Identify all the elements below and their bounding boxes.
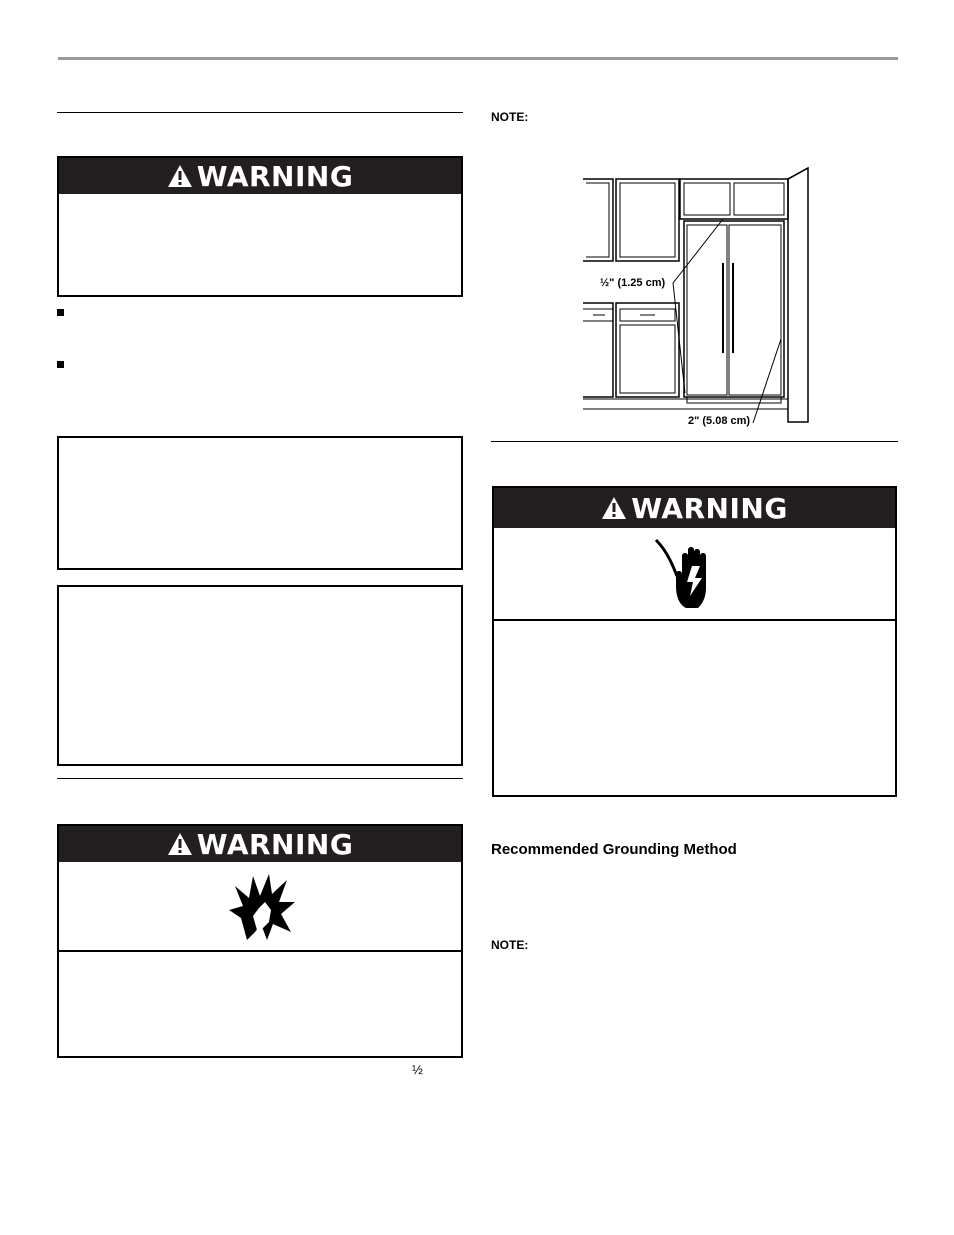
warning-divider-2 [59, 950, 461, 952]
top-gap-label: ½" (1.25 cm) [600, 277, 666, 289]
explosion-hazard-icon [227, 872, 297, 942]
warning-header-2 [59, 826, 461, 862]
bullet-1 [57, 309, 64, 316]
warning-box-1 [57, 156, 463, 297]
clearance-diagram [583, 163, 813, 425]
warning-label-3: WARNING [631, 491, 788, 525]
warning-triangle-icon [601, 496, 627, 520]
section-rule-1 [57, 112, 463, 113]
electrical-shock-hand-icon [652, 538, 722, 610]
warning-triangle-icon [167, 164, 193, 188]
info-box-2 [57, 585, 463, 766]
note-label-2: NOTE: [491, 938, 529, 952]
warning-triangle-icon [167, 832, 193, 856]
warning-divider-3 [494, 619, 895, 621]
page-top-rule [58, 57, 898, 60]
warning-label-1: WARNING [196, 159, 354, 193]
warning-header-1 [59, 158, 461, 194]
warning-label-2: WARNING [196, 827, 354, 861]
warning-header-3 [494, 488, 895, 528]
note-label-1: NOTE: [491, 110, 529, 124]
warning-box-2 [57, 824, 463, 1058]
bullet-2 [57, 361, 64, 368]
warning-box-3 [492, 486, 897, 797]
fraction-text: ½ [412, 1062, 423, 1077]
info-box-1 [57, 436, 463, 570]
section-rule-2 [57, 778, 463, 779]
section-rule-3 [491, 441, 898, 442]
grounding-heading: Recommended Grounding Method [491, 841, 737, 858]
side-gap-label: 2" (5.08 cm) [688, 415, 751, 427]
